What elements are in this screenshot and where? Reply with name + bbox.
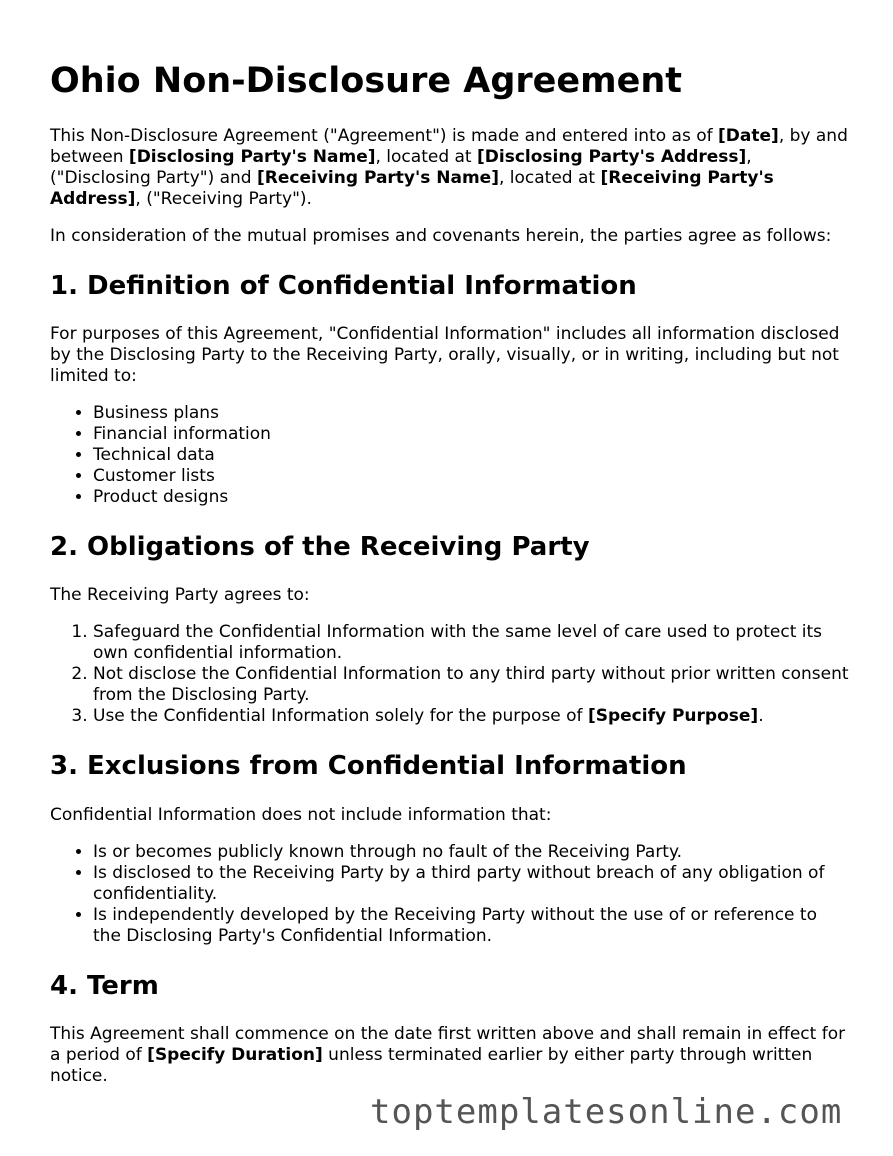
section-1-text: For purposes of this Agreement, "Confidential Information" includes all information disclosed by the Disclosing Party to the Receiving Party, orally, visually, or in writing, including but not limited to: bbox=[50, 324, 840, 387]
section-4-text bbox=[50, 1024, 850, 1087]
section-4-heading: 4. Term bbox=[50, 970, 159, 1001]
date-placeholder: [Date] bbox=[718, 126, 779, 146]
list-item: • Is disclosed to the Receiving Party by a third party without breach of any obligation of confidentiality. bbox=[93, 863, 850, 905]
intro-text: , by and between bbox=[50, 126, 848, 167]
item-text: . bbox=[758, 706, 764, 727]
confidential-info-list bbox=[50, 403, 850, 508]
intro-text: , located at bbox=[375, 147, 478, 167]
list-item: • Is or becomes publicly known through no fault of the Receiving Party. bbox=[93, 842, 850, 863]
list-item: 1. Safeguard the Confidential Information with the same level of care used to protect its own confidential information. bbox=[93, 622, 850, 664]
intro-paragraph bbox=[50, 126, 850, 210]
list-item: • Technical data bbox=[93, 445, 850, 466]
intro-text: , located at bbox=[498, 168, 601, 188]
section-3-heading: 3. Exclusions from Confidential Information bbox=[50, 751, 687, 782]
section-1-heading: 1. Definition of Confidential Information bbox=[50, 271, 637, 301]
term-text: unless terminated earlier by either party through written notice. bbox=[50, 1044, 813, 1086]
obligations-list bbox=[50, 622, 850, 727]
receiving-name-placeholder: [Receiving Party's Name] bbox=[257, 168, 499, 188]
page-title: Ohio Non-Disclosure Agreement bbox=[50, 61, 683, 101]
exclusions-list bbox=[50, 842, 850, 947]
purpose-placeholder: [Specify Purpose] bbox=[587, 706, 759, 727]
consideration-paragraph: In consideration of the mutual promises and covenants herein, the parties agree as follows: bbox=[50, 226, 832, 246]
intro-text: , ("Disclosing Party") and bbox=[50, 147, 752, 188]
list-item: • Is independently developed by the Receiving Party without the use of or reference to the Disclosing Party's Confidential Information. bbox=[93, 905, 850, 947]
section-3-text: Confidential Information does not include information that: bbox=[50, 804, 552, 825]
list-item: • Product designs bbox=[93, 487, 850, 508]
item-text: Use the Confidential Information solely for the purpose of bbox=[93, 706, 588, 727]
intro-text: This Non-Disclosure Agreement ("Agreement") is made and entered into as of bbox=[50, 126, 719, 146]
section-2-heading: 2. Obligations of the Receiving Party bbox=[50, 532, 590, 563]
disclosing-address-placeholder: [Disclosing Party's Address] bbox=[477, 147, 747, 167]
disclosing-name-placeholder: [Disclosing Party's Name] bbox=[128, 147, 376, 167]
watermark: toptemplatesonline.com bbox=[370, 1092, 843, 1132]
list-item bbox=[93, 706, 850, 727]
list-item: • Financial information bbox=[93, 424, 850, 445]
list-item: 2. Not disclose the Confidential Information to any third party without prior written consent from the Disclosing Party. bbox=[93, 664, 850, 706]
list-item: • Business plans bbox=[93, 403, 850, 424]
duration-placeholder: [Specify Duration] bbox=[147, 1044, 323, 1065]
intro-text: , ("Receiving Party"). bbox=[135, 189, 312, 209]
section-2-text: The Receiving Party agrees to: bbox=[50, 585, 310, 606]
term-text: This Agreement shall commence on the date first written above and shall remain in effect for a period of bbox=[50, 1023, 846, 1065]
receiving-address-placeholder: [Receiving Party's Address] bbox=[50, 168, 774, 209]
document bbox=[50, 60, 850, 1103]
list-item: • Customer lists bbox=[93, 466, 850, 487]
